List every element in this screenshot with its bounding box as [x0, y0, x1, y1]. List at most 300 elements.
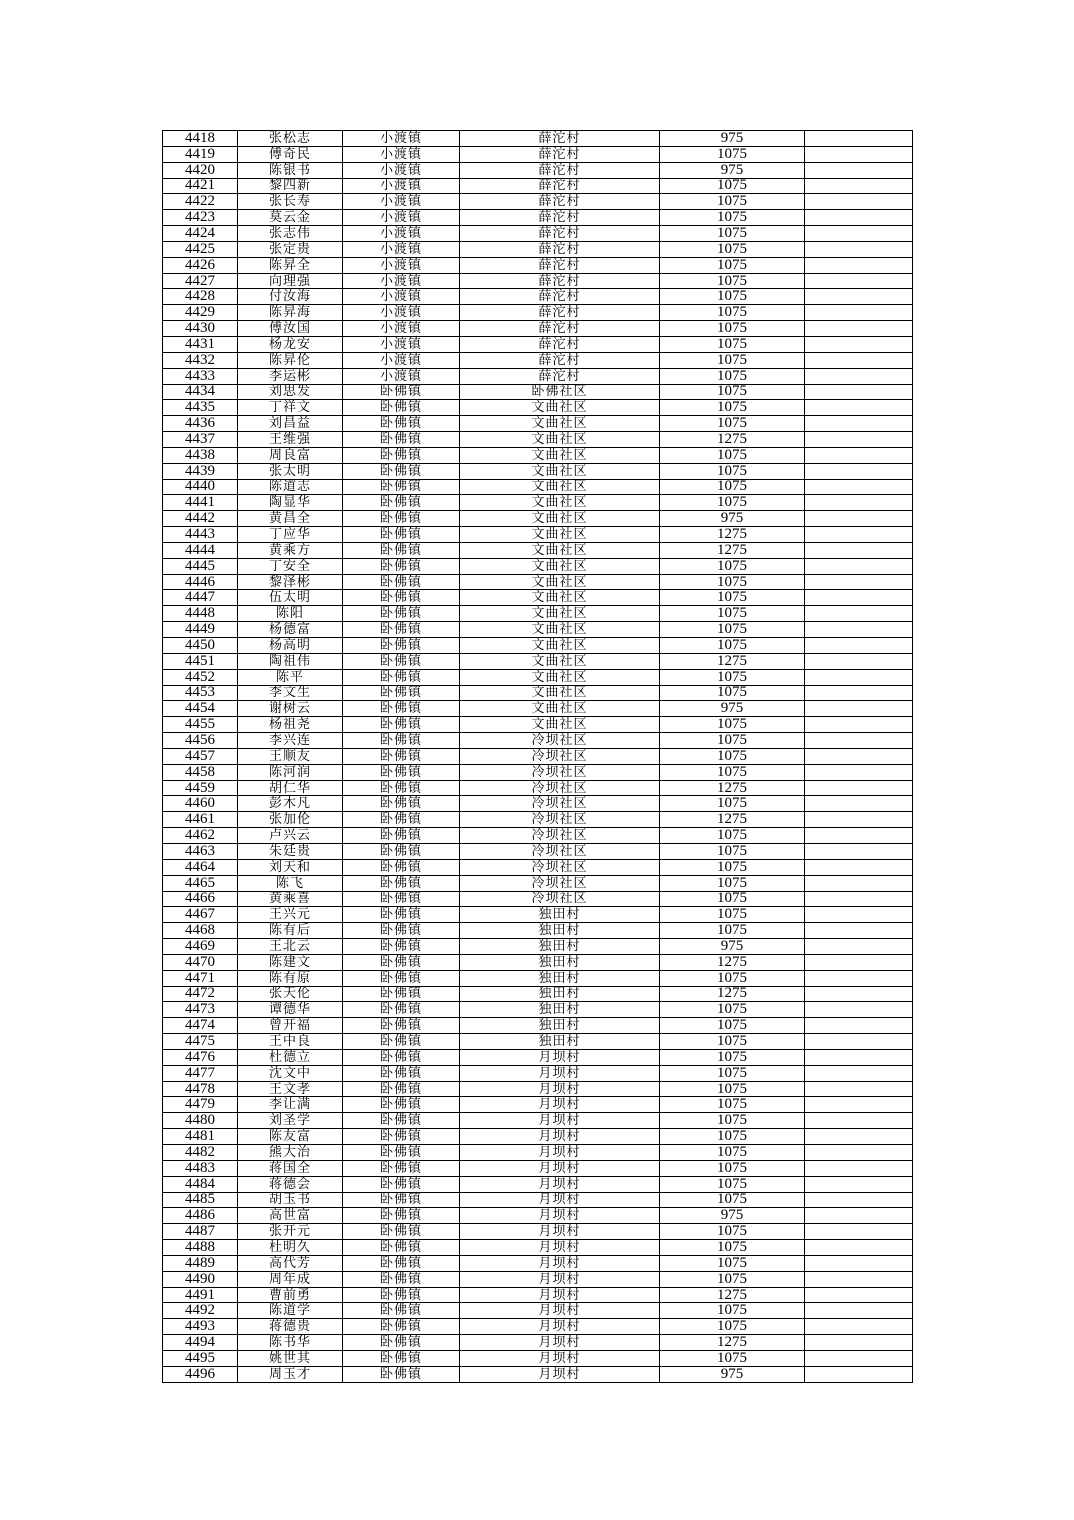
town-name: 卧佛镇 [343, 1160, 460, 1176]
row-id: 4468 [163, 923, 238, 939]
person-name: 付汝海 [238, 289, 343, 305]
empty-cell [805, 653, 913, 669]
empty-cell [805, 1192, 913, 1208]
row-id: 4466 [163, 891, 238, 907]
row-id: 4465 [163, 875, 238, 891]
table-row [163, 178, 913, 194]
empty-cell [805, 1002, 913, 1018]
empty-cell [805, 463, 913, 479]
village-name: 文曲社区 [460, 511, 660, 527]
table-row [163, 1145, 913, 1161]
table-row [163, 939, 913, 955]
row-id: 4439 [163, 463, 238, 479]
amount: 1075 [660, 970, 805, 986]
person-name: 张松志 [238, 131, 343, 147]
amount: 1075 [660, 859, 805, 875]
amount: 1075 [660, 1145, 805, 1161]
person-name: 丁祥文 [238, 400, 343, 416]
amount: 1075 [660, 1129, 805, 1145]
town-name: 卧佛镇 [343, 495, 460, 511]
table-row [163, 638, 913, 654]
village-name: 月坝村 [460, 1145, 660, 1161]
amount: 1275 [660, 542, 805, 558]
amount: 1075 [660, 178, 805, 194]
town-name: 卧佛镇 [343, 527, 460, 543]
town-name: 卧佛镇 [343, 1113, 460, 1129]
amount: 1075 [660, 685, 805, 701]
person-name: 杜明久 [238, 1240, 343, 1256]
person-name: 朱廷贵 [238, 843, 343, 859]
amount: 1075 [660, 748, 805, 764]
row-id: 4492 [163, 1303, 238, 1319]
town-name: 卧佛镇 [343, 796, 460, 812]
table-row [163, 1081, 913, 1097]
village-name: 文曲社区 [460, 669, 660, 685]
table-row [163, 717, 913, 733]
person-name: 胡仁华 [238, 780, 343, 796]
person-name: 陈书华 [238, 1335, 343, 1351]
empty-cell [805, 1350, 913, 1366]
amount: 1275 [660, 986, 805, 1002]
person-name: 王维强 [238, 432, 343, 448]
village-name: 独田村 [460, 939, 660, 955]
village-name: 独田村 [460, 954, 660, 970]
amount: 1075 [660, 447, 805, 463]
empty-cell [805, 194, 913, 210]
person-name: 张天伦 [238, 986, 343, 1002]
row-id: 4478 [163, 1081, 238, 1097]
empty-cell [805, 970, 913, 986]
town-name: 卧佛镇 [343, 447, 460, 463]
empty-cell [805, 590, 913, 606]
village-name: 月坝村 [460, 1129, 660, 1145]
row-id: 4446 [163, 574, 238, 590]
table-row [163, 1065, 913, 1081]
village-name: 冷坝社区 [460, 812, 660, 828]
town-name: 小渡镇 [343, 131, 460, 147]
village-name: 薛沱村 [460, 305, 660, 321]
amount: 1275 [660, 527, 805, 543]
empty-cell [805, 1081, 913, 1097]
person-name: 杨高明 [238, 638, 343, 654]
town-name: 卧佛镇 [343, 1350, 460, 1366]
table-row [163, 336, 913, 352]
town-name: 卧佛镇 [343, 416, 460, 432]
town-name: 卧佛镇 [343, 1208, 460, 1224]
amount: 1075 [660, 1049, 805, 1065]
amount: 975 [660, 162, 805, 178]
empty-cell [805, 891, 913, 907]
empty-cell [805, 1129, 913, 1145]
town-name: 卧佛镇 [343, 638, 460, 654]
amount: 1075 [660, 336, 805, 352]
row-id: 4449 [163, 622, 238, 638]
table-row [163, 527, 913, 543]
amount: 1075 [660, 875, 805, 891]
empty-cell [805, 843, 913, 859]
row-id: 4419 [163, 146, 238, 162]
town-name: 卧佛镇 [343, 1129, 460, 1145]
empty-cell [805, 210, 913, 226]
table-row [163, 273, 913, 289]
amount: 1275 [660, 1335, 805, 1351]
row-id: 4484 [163, 1176, 238, 1192]
town-name: 小渡镇 [343, 305, 460, 321]
table-row [163, 1271, 913, 1287]
empty-cell [805, 178, 913, 194]
person-name: 黄乘方 [238, 542, 343, 558]
row-id: 4483 [163, 1160, 238, 1176]
person-name: 周年成 [238, 1271, 343, 1287]
empty-cell [805, 954, 913, 970]
row-id: 4445 [163, 558, 238, 574]
empty-cell [805, 336, 913, 352]
amount: 1075 [660, 416, 805, 432]
row-id: 4456 [163, 733, 238, 749]
row-id: 4489 [163, 1255, 238, 1271]
table-row [163, 321, 913, 337]
empty-cell [805, 1034, 913, 1050]
town-name: 卧佛镇 [343, 1319, 460, 1335]
table-row [163, 1303, 913, 1319]
amount: 1075 [660, 400, 805, 416]
village-name: 薛沱村 [460, 210, 660, 226]
village-name: 月坝村 [460, 1208, 660, 1224]
person-name: 李让满 [238, 1097, 343, 1113]
person-name: 卢兴云 [238, 828, 343, 844]
row-id: 4461 [163, 812, 238, 828]
row-id: 4493 [163, 1319, 238, 1335]
row-id: 4444 [163, 542, 238, 558]
person-name: 陶祖伟 [238, 653, 343, 669]
empty-cell [805, 638, 913, 654]
amount: 1075 [660, 1176, 805, 1192]
village-name: 月坝村 [460, 1303, 660, 1319]
village-name: 月坝村 [460, 1271, 660, 1287]
town-name: 卧佛镇 [343, 1049, 460, 1065]
person-name: 刘思发 [238, 384, 343, 400]
empty-cell [805, 812, 913, 828]
empty-cell [805, 1224, 913, 1240]
row-id: 4448 [163, 606, 238, 622]
empty-cell [805, 368, 913, 384]
empty-cell [805, 1018, 913, 1034]
amount: 1075 [660, 226, 805, 242]
row-id: 4423 [163, 210, 238, 226]
village-name: 月坝村 [460, 1176, 660, 1192]
village-name: 薛沱村 [460, 352, 660, 368]
amount: 1075 [660, 1160, 805, 1176]
amount: 1075 [660, 210, 805, 226]
table-row [163, 1097, 913, 1113]
person-name: 张长寿 [238, 194, 343, 210]
village-name: 薛沱村 [460, 131, 660, 147]
row-id: 4453 [163, 685, 238, 701]
table-row [163, 400, 913, 416]
town-name: 卧佛镇 [343, 463, 460, 479]
row-id: 4475 [163, 1034, 238, 1050]
person-name: 刘昌益 [238, 416, 343, 432]
village-name: 月坝村 [460, 1097, 660, 1113]
row-id: 4486 [163, 1208, 238, 1224]
amount: 1075 [660, 764, 805, 780]
table-row [163, 131, 913, 147]
town-name: 卧佛镇 [343, 812, 460, 828]
town-name: 卧佛镇 [343, 1065, 460, 1081]
table-row [163, 1192, 913, 1208]
village-name: 文曲社区 [460, 622, 660, 638]
empty-cell [805, 1303, 913, 1319]
table-row [163, 289, 913, 305]
person-name: 陈道学 [238, 1303, 343, 1319]
roster-body [163, 131, 913, 1383]
town-name: 卧佛镇 [343, 1287, 460, 1303]
amount: 1275 [660, 780, 805, 796]
row-id: 4450 [163, 638, 238, 654]
village-name: 文曲社区 [460, 590, 660, 606]
village-name: 文曲社区 [460, 653, 660, 669]
village-name: 冷坝社区 [460, 891, 660, 907]
table-row [163, 384, 913, 400]
empty-cell [805, 606, 913, 622]
town-name: 卧佛镇 [343, 954, 460, 970]
table-row [163, 447, 913, 463]
person-name: 刘圣学 [238, 1113, 343, 1129]
town-name: 小渡镇 [343, 352, 460, 368]
amount: 1075 [660, 907, 805, 923]
amount: 1275 [660, 653, 805, 669]
town-name: 卧佛镇 [343, 511, 460, 527]
empty-cell [805, 1287, 913, 1303]
village-name: 文曲社区 [460, 416, 660, 432]
person-name: 张加伦 [238, 812, 343, 828]
amount: 1075 [660, 717, 805, 733]
village-name: 月坝村 [460, 1255, 660, 1271]
town-name: 卧佛镇 [343, 669, 460, 685]
amount: 1075 [660, 638, 805, 654]
amount: 1075 [660, 352, 805, 368]
village-name: 冷坝社区 [460, 748, 660, 764]
table-row [163, 812, 913, 828]
town-name: 卧佛镇 [343, 1303, 460, 1319]
amount: 975 [660, 1366, 805, 1382]
table-row [163, 1335, 913, 1351]
empty-cell [805, 986, 913, 1002]
empty-cell [805, 717, 913, 733]
village-name: 薛沱村 [460, 321, 660, 337]
row-id: 4469 [163, 939, 238, 955]
table-row [163, 1240, 913, 1256]
town-name: 小渡镇 [343, 321, 460, 337]
amount: 1075 [660, 1113, 805, 1129]
empty-cell [805, 321, 913, 337]
empty-cell [805, 1335, 913, 1351]
person-name: 向理强 [238, 273, 343, 289]
row-id: 4428 [163, 289, 238, 305]
table-row [163, 1113, 913, 1129]
empty-cell [805, 1319, 913, 1335]
village-name: 月坝村 [460, 1160, 660, 1176]
town-name: 卧佛镇 [343, 843, 460, 859]
row-id: 4495 [163, 1350, 238, 1366]
village-name: 薛沱村 [460, 273, 660, 289]
row-id: 4424 [163, 226, 238, 242]
empty-cell [805, 748, 913, 764]
row-id: 4480 [163, 1113, 238, 1129]
table-row [163, 368, 913, 384]
town-name: 小渡镇 [343, 162, 460, 178]
amount: 1075 [660, 1034, 805, 1050]
row-id: 4425 [163, 241, 238, 257]
table-row [163, 463, 913, 479]
village-name: 冷坝社区 [460, 780, 660, 796]
person-name: 王北云 [238, 939, 343, 955]
person-name: 陈建文 [238, 954, 343, 970]
table-row [163, 194, 913, 210]
table-row [163, 907, 913, 923]
village-name: 月坝村 [460, 1240, 660, 1256]
person-name: 李运彬 [238, 368, 343, 384]
village-name: 月坝村 [460, 1287, 660, 1303]
row-id: 4422 [163, 194, 238, 210]
village-name: 冷坝社区 [460, 733, 660, 749]
table-row [163, 511, 913, 527]
town-name: 卧佛镇 [343, 923, 460, 939]
town-name: 卧佛镇 [343, 1240, 460, 1256]
empty-cell [805, 558, 913, 574]
town-name: 小渡镇 [343, 273, 460, 289]
person-name: 张太明 [238, 463, 343, 479]
person-name: 莫云金 [238, 210, 343, 226]
village-name: 冷坝社区 [460, 875, 660, 891]
table-row [163, 1224, 913, 1240]
town-name: 卧佛镇 [343, 432, 460, 448]
person-name: 黎泽彬 [238, 574, 343, 590]
table-row [163, 352, 913, 368]
row-id: 4482 [163, 1145, 238, 1161]
amount: 1075 [660, 1224, 805, 1240]
table-row [163, 226, 913, 242]
row-id: 4473 [163, 1002, 238, 1018]
row-id: 4418 [163, 131, 238, 147]
village-name: 文曲社区 [460, 717, 660, 733]
person-name: 陈有后 [238, 923, 343, 939]
village-name: 文曲社区 [460, 606, 660, 622]
person-name: 傅奇民 [238, 146, 343, 162]
village-name: 冷坝社区 [460, 764, 660, 780]
empty-cell [805, 875, 913, 891]
table-row [163, 891, 913, 907]
town-name: 卧佛镇 [343, 1018, 460, 1034]
town-name: 小渡镇 [343, 210, 460, 226]
town-name: 卧佛镇 [343, 622, 460, 638]
empty-cell [805, 764, 913, 780]
town-name: 卧佛镇 [343, 1271, 460, 1287]
town-name: 卧佛镇 [343, 1097, 460, 1113]
village-name: 文曲社区 [460, 574, 660, 590]
empty-cell [805, 669, 913, 685]
row-id: 4490 [163, 1271, 238, 1287]
row-id: 4462 [163, 828, 238, 844]
row-id: 4458 [163, 764, 238, 780]
town-name: 卧佛镇 [343, 828, 460, 844]
amount: 975 [660, 511, 805, 527]
town-name: 卧佛镇 [343, 907, 460, 923]
table-row [163, 606, 913, 622]
village-name: 薛沱村 [460, 368, 660, 384]
person-name: 彭木凡 [238, 796, 343, 812]
village-name: 月坝村 [460, 1319, 660, 1335]
village-name: 文曲社区 [460, 495, 660, 511]
town-name: 卧佛镇 [343, 606, 460, 622]
village-name: 文曲社区 [460, 558, 660, 574]
table-row [163, 1002, 913, 1018]
village-name: 独田村 [460, 907, 660, 923]
town-name: 卧佛镇 [343, 590, 460, 606]
person-name: 杨德富 [238, 622, 343, 638]
row-id: 4485 [163, 1192, 238, 1208]
table-row [163, 1208, 913, 1224]
table-row [163, 764, 913, 780]
town-name: 卧佛镇 [343, 685, 460, 701]
table-row [163, 685, 913, 701]
town-name: 卧佛镇 [343, 939, 460, 955]
town-name: 卧佛镇 [343, 970, 460, 986]
table-row [163, 1350, 913, 1366]
village-name: 独田村 [460, 923, 660, 939]
village-name: 薛沱村 [460, 336, 660, 352]
person-name: 谢树云 [238, 701, 343, 717]
amount: 1075 [660, 1081, 805, 1097]
empty-cell [805, 432, 913, 448]
village-name: 薛沱村 [460, 194, 660, 210]
table-row [163, 162, 913, 178]
village-name: 薛沱村 [460, 226, 660, 242]
table-row [163, 305, 913, 321]
empty-cell [805, 1113, 913, 1129]
person-name: 王中良 [238, 1034, 343, 1050]
person-name: 沈文中 [238, 1065, 343, 1081]
town-name: 卧佛镇 [343, 1255, 460, 1271]
amount: 1075 [660, 590, 805, 606]
row-id: 4454 [163, 701, 238, 717]
amount: 1075 [660, 558, 805, 574]
table-row [163, 495, 913, 511]
village-name: 月坝村 [460, 1350, 660, 1366]
person-name: 王顺友 [238, 748, 343, 764]
amount: 1075 [660, 384, 805, 400]
village-name: 冷坝社区 [460, 843, 660, 859]
town-name: 卧佛镇 [343, 859, 460, 875]
amount: 1075 [660, 241, 805, 257]
person-name: 黄乘喜 [238, 891, 343, 907]
table-row [163, 241, 913, 257]
table-row [163, 780, 913, 796]
table-row [163, 653, 913, 669]
person-name: 陈飞 [238, 875, 343, 891]
amount: 975 [660, 1208, 805, 1224]
amount: 1075 [660, 606, 805, 622]
empty-cell [805, 907, 913, 923]
amount: 1075 [660, 828, 805, 844]
town-name: 卧佛镇 [343, 1192, 460, 1208]
person-name: 丁安全 [238, 558, 343, 574]
village-name: 独田村 [460, 986, 660, 1002]
row-id: 4460 [163, 796, 238, 812]
row-id: 4436 [163, 416, 238, 432]
row-id: 4463 [163, 843, 238, 859]
table-row [163, 1287, 913, 1303]
